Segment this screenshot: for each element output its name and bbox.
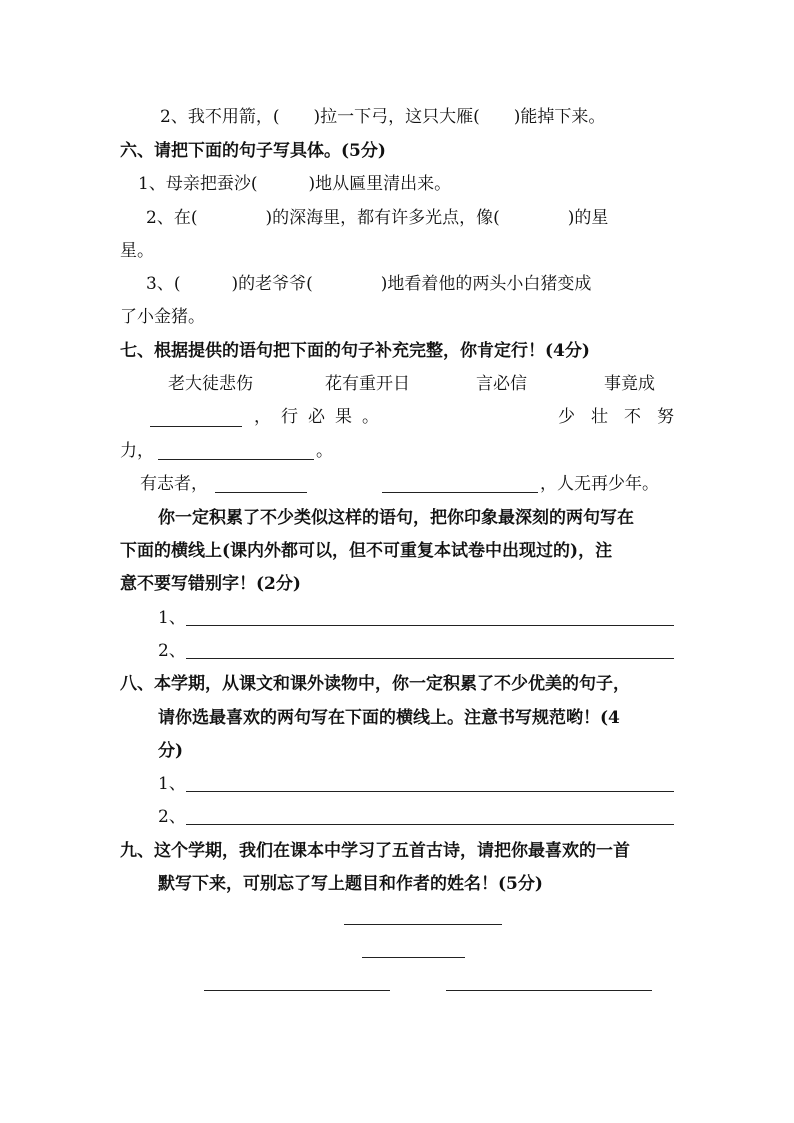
q7-paragraph-2: 下面的横线上(课内外都可以，但不可重复本试卷中出现过的)，注 — [120, 541, 613, 561]
q6-item-2a: 2、在( )的深海里，都有许多光点，像( )的星 — [146, 208, 609, 228]
q7-blank-2[interactable] — [158, 459, 314, 460]
q7-blank-3[interactable] — [215, 492, 307, 493]
q9-poem-line-2[interactable] — [446, 990, 652, 991]
q6-item-1: 1、母亲把蚕沙( )地从匾里清出来。 — [138, 174, 452, 194]
q8-heading-2: 请你选最喜欢的两句写在下面的横线上。注意书写规范哟！(4 — [158, 708, 620, 728]
q7-answer-line-2[interactable] — [186, 658, 674, 659]
q8-number-1: 1、 — [158, 774, 186, 794]
q8-answer-line-1[interactable] — [186, 791, 674, 792]
q7-phrase-3: 言必信 — [476, 374, 527, 394]
q7-heading: 七、根据提供的语句把下面的句子补充完整，你肯定行！(4分) — [120, 341, 590, 361]
q6-heading: 六、请把下面的句子写具体。(5分) — [120, 141, 386, 161]
q9-poem-title-line[interactable] — [344, 924, 502, 925]
q6-item-2b: 星。 — [120, 241, 154, 261]
q8-heading-3: 分) — [158, 741, 184, 761]
q7-paragraph-1: 你一定积累了不少类似这样的语句，把你印象最深刻的两句写在 — [158, 508, 634, 528]
q7-phrase-4: 事竟成 — [604, 374, 655, 394]
q8-answer-line-2[interactable] — [186, 824, 674, 825]
q7-row1-text: ，行必果。 — [254, 407, 389, 427]
q7-row3-suffix: ，人无再少年。 — [540, 474, 659, 494]
q7-char-1: 少 — [558, 407, 575, 427]
q7-phrase-1: 老大徒悲伤 — [168, 374, 253, 394]
q7-blank-1[interactable] — [150, 426, 242, 427]
q5-item-2: 2、我不用箭，( )拉一下弓，这只大雁( )能掉下来。 — [160, 107, 606, 127]
q7-row2-prefix: 力， — [120, 441, 154, 461]
q8-number-2: 2、 — [158, 807, 186, 827]
q6-item-3a: 3、( )的老爷爷( )地看着他的两头小白猪变成 — [146, 274, 592, 294]
q7-row1-right — [558, 405, 674, 429]
q7-number-1: 1、 — [158, 608, 186, 628]
q7-row3-prefix: 有志者， — [140, 474, 208, 494]
q9-heading-2: 默写下来，可别忘了写上题目和作者的姓名！(5分) — [158, 874, 543, 894]
q7-char-4: 努 — [657, 407, 674, 427]
q7-blank-4[interactable] — [382, 492, 538, 493]
q7-row2-suffix: 。 — [316, 441, 333, 461]
q9-poem-line-1[interactable] — [204, 990, 390, 991]
q7-number-2: 2、 — [158, 641, 186, 661]
q9-poem-author-line[interactable] — [362, 957, 465, 958]
q7-char-2: 壮 — [591, 407, 608, 427]
q8-heading-1: 八、本学期，从课文和课外读物中，你一定积累了不少优美的句子， — [120, 674, 630, 694]
q7-paragraph-3: 意不要写错别字！(2分) — [120, 574, 301, 594]
q7-char-3: 不 — [624, 407, 641, 427]
q6-item-3b: 了小金猪。 — [120, 307, 205, 327]
q7-answer-line-1[interactable] — [186, 625, 674, 626]
q7-phrase-2: 花有重开日 — [325, 374, 410, 394]
q9-heading-1: 九、这个学期，我们在课本中学习了五首古诗，请把你最喜欢的一首 — [120, 841, 630, 861]
